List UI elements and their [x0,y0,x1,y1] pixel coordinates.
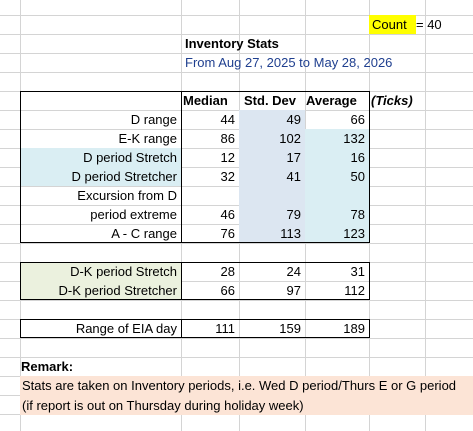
date-range: From Aug 27, 2025 to May 28, 2026 [185,55,393,70]
std-cell: 41 [286,169,301,184]
count-label: Count [369,15,416,34]
average-cell: 189 [343,321,365,336]
grid-line [0,338,473,339]
median-cell: 46 [220,207,235,222]
std-cell: 49 [286,112,301,127]
column-header-unit: (Ticks) [371,93,413,108]
median-cell: 44 [220,112,235,127]
row-label: D-K period Stretch [70,264,177,279]
count-value: = 40 [416,17,442,32]
page-title: Inventory Stats [185,36,279,51]
average-cell: 78 [350,207,365,222]
remark-heading: Remark: [21,359,74,374]
average-cell: 16 [350,150,365,165]
average-cell: 31 [350,264,365,279]
median-cell: 32 [220,169,235,184]
row-label: D-K period Stretcher [58,283,177,298]
median-cell: 66 [220,283,235,298]
std-cell: 159 [279,321,301,336]
median-cell: 111 [215,321,235,336]
row-label: A - C range [111,226,177,241]
median-cell: 28 [220,264,235,279]
row-label: E-K range [118,131,177,146]
average-cell: 66 [350,112,365,127]
column-header-average: Average [306,93,357,108]
median-cell: 86 [220,131,235,146]
grid-line [0,243,473,244]
average-cell: 50 [350,169,365,184]
std-cell: 113 [280,226,301,241]
row-label: D period Stretch [83,150,177,165]
row-label: D range [130,112,177,127]
row-label: Range of EIA day [75,321,177,336]
row-label: D period Stretcher [71,169,177,184]
row-label: Excursion from D [77,188,177,203]
row-label: period extreme [90,207,177,222]
average-cell: 132 [343,131,365,146]
median-cell: 12 [220,150,235,165]
median-cell: 76 [220,226,235,241]
std-cell: 17 [286,150,301,165]
grid-line [0,72,473,73]
remark-text: Stats are taken on Inventory periods, i.e. Wed D period/Thurs E or G period (if report is out on Thursday during holiday week) [22,378,457,413]
average-cell: 123 [343,226,365,241]
std-cell: 97 [286,283,301,298]
std-cell: 24 [286,264,301,279]
average-cell: 112 [344,283,365,298]
grid-line [0,300,473,301]
table-border [369,319,370,338]
std-cell: 79 [286,207,301,222]
column-header-median: Median [183,93,228,108]
table-border [369,91,370,243]
column-header-std: Std. Dev [244,93,297,108]
table-border [369,262,370,300]
std-cell: 102 [279,131,301,146]
